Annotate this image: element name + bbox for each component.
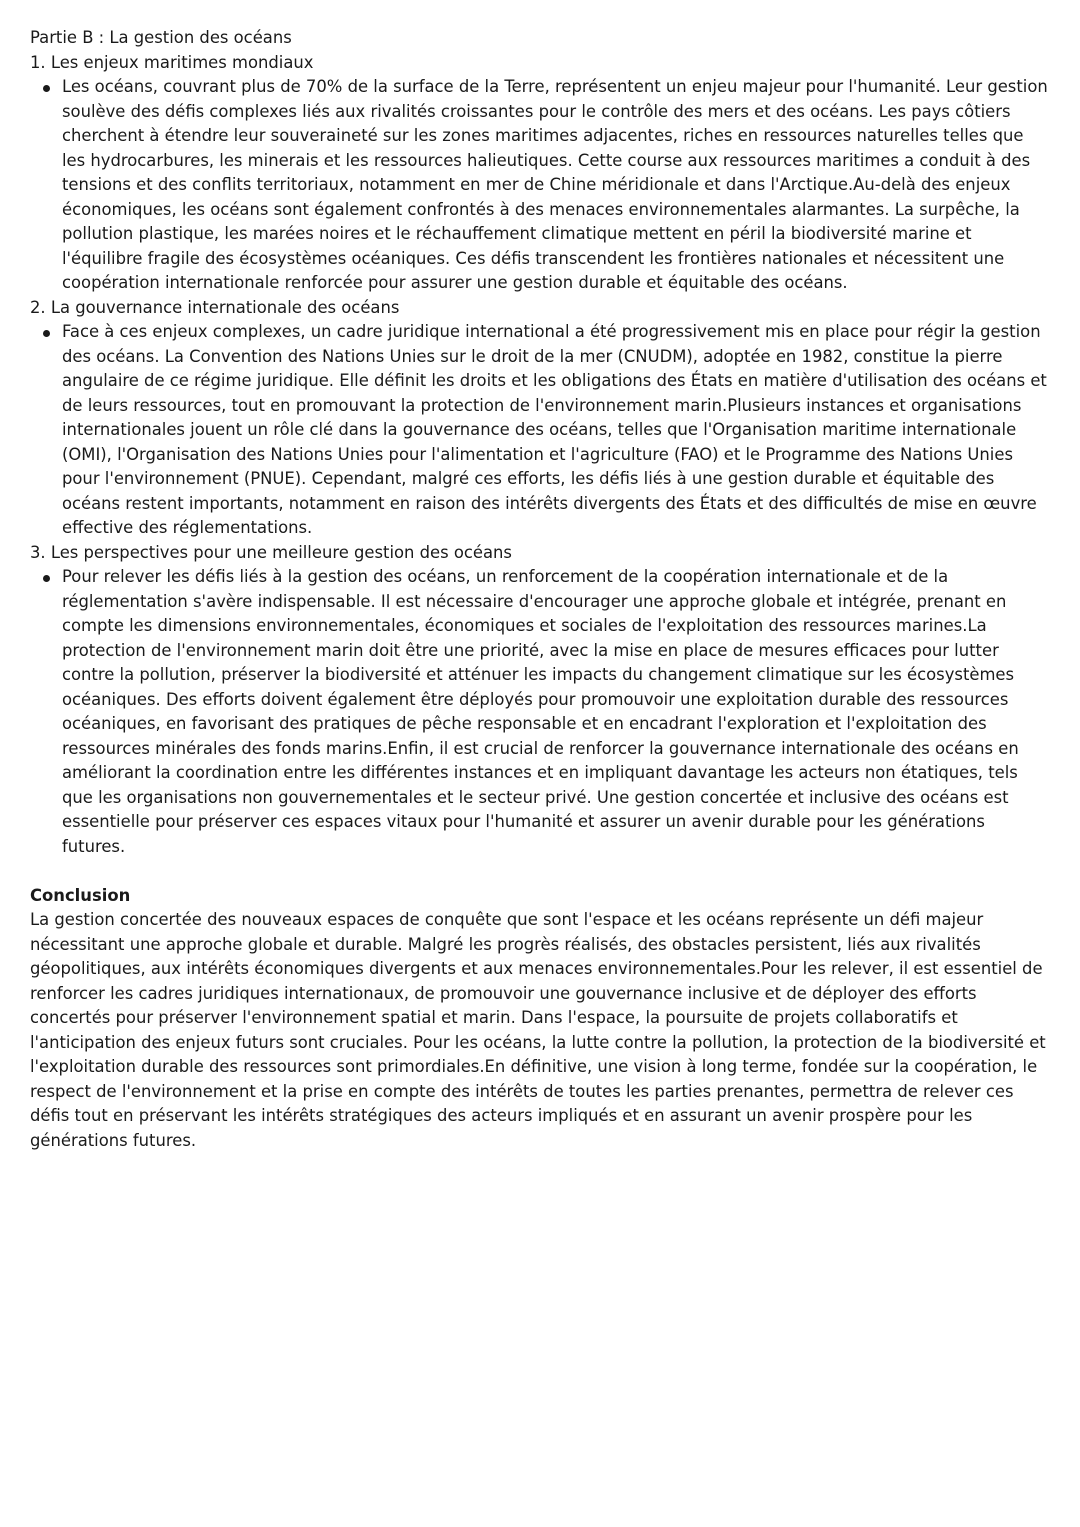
section-2-bullet: Face à ces enjeux complexes, un cadre juridique international a été progressivement mis en place pour régir la gestion des océans. La Convention des Nations Unies sur le droit de la mer (CNUDM), adoptée en 1982, constitue la pierre angulaire de ce régime juridique. Elle définit les droits et les obligations des États en matière d'utilisation des océans et de leurs ressources, tout en promouvant la protection de l'environnement marin.Plusieurs instances et organisations internationales jouent un rôle clé dans la gouvernance des océans, telles que l'Organisation maritime internationale (OMI), l'Organisation des Nations Unies pour l'alimentation et l'agriculture (FAO) et le Programme des Nations Unies pour l'environnement (PNUE). Cependant, malgré ces efforts, les défis liés à une gestion durable et équitable des océans restent importants, notamment en raison des intérêts divergents des États et des difficultés de mise en œuvre effective des réglementations. xyxy=(62,320,1048,541)
conclusion-heading: Conclusion xyxy=(30,885,131,905)
section-2-list xyxy=(30,320,1048,541)
document-page xyxy=(30,26,1048,1153)
section-3-bullet: Pour relever les défis liés à la gestion des océans, un renforcement de la coopération internationale et de la réglementation s'avère indispensable. Il est nécessaire d'encourager une approche globale et intégrée, prenant en compte les dimensions environnementales, économiques et sociales de l'exploitation des ressources marines.La protection de l'environnement marin doit être une priorité, avec la mise en place de mesures efficaces pour lutter contre la pollution, préserver la biodiversité et atténuer les impacts du changement climatique sur les écosystèmes océaniques. Des efforts doivent également être déployés pour promouvoir une exploitation durable des ressources océaniques, en favorisant des pratiques de pêche responsable et en encadrant l'exploration et l'exploitation des ressources minérales des fonds marins.Enfin, il est crucial de renforcer la gouvernance internationale des océans en améliorant la coordination entre les différentes instances et en impliquant davantage les acteurs non étatiques, tels que les organisations non gouvernementales et le secteur privé. Une gestion concertée et inclusive des océans est essentielle pour préserver ces espaces vitaux pour l'humanité et assurer un avenir durable pour les générations futures. xyxy=(62,565,1048,859)
section-heading-1: 1. Les enjeux maritimes mondiaux xyxy=(30,52,314,72)
section-1-bullet: Les océans, couvrant plus de 70% de la surface de la Terre, représentent un enjeu majeur pour l'humanité. Leur gestion soulève des défis complexes liés aux rivalités croissantes pour le contrôle des mers et des océans. Les pays côtiers cherchent à étendre leur souveraineté sur les zones maritimes adjacentes, riches en ressources naturelles telles que les hydrocarbures, les minerais et les ressources halieutiques. Cette course aux ressources maritimes a conduit à des tensions et des conflits territoriaux, notamment en mer de Chine méridionale et dans l'Arctique.Au-delà des enjeux économiques, les océans sont également confrontés à des menaces environnementales alarmantes. La surpêche, la pollution plastique, les marées noires et le réchauffement climatique mettent en péril la biodiversité marine et l'équilibre fragile des écosystèmes océaniques. Ces défis transcendent les frontières nationales et nécessitent une coopération internationale renforcée pour assurer une gestion durable et équitable des océans. xyxy=(62,75,1048,296)
spacer xyxy=(30,859,1048,884)
section-3-list xyxy=(30,565,1048,859)
section-heading-3: 3. Les perspectives pour une meilleure gestion des océans xyxy=(30,542,512,562)
section-1-list xyxy=(30,75,1048,296)
part-title: Partie B : La gestion des océans xyxy=(30,28,292,47)
conclusion-text: La gestion concertée des nouveaux espaces de conquête que sont l'espace et les océans représente un défi majeur nécessitant une approche globale et durable. Malgré les progrès réalisés, des obstacles persistent, liés aux rivalités géopolitiques, aux intérêts économiques divergents et aux menaces environnementales.Pour les relever, il est essentiel de renforcer les cadres juridiques internationaux, de promouvoir une gouvernance inclusive et de déployer des efforts concertés pour préserver l'environnement spatial et marin. Dans l'espace, la poursuite de projets collaboratifs et l'anticipation des enjeux futurs sont cruciales. Pour les océans, la lutte contre la pollution, la protection de la biodiversité et l'exploitation durable des ressources sont primordiales.En définitive, une vision à long terme, fondée sur la coopération, le respect de l'environnement et la prise en compte des intérêts de toutes les parties prenantes, permettra de relever ces défis tout en préservant les intérêts stratégiques des acteurs impliqués et en assurant un avenir prospère pour les générations futures. xyxy=(30,910,1046,1150)
section-heading-2: 2. La gouvernance internationale des océans xyxy=(30,297,400,317)
